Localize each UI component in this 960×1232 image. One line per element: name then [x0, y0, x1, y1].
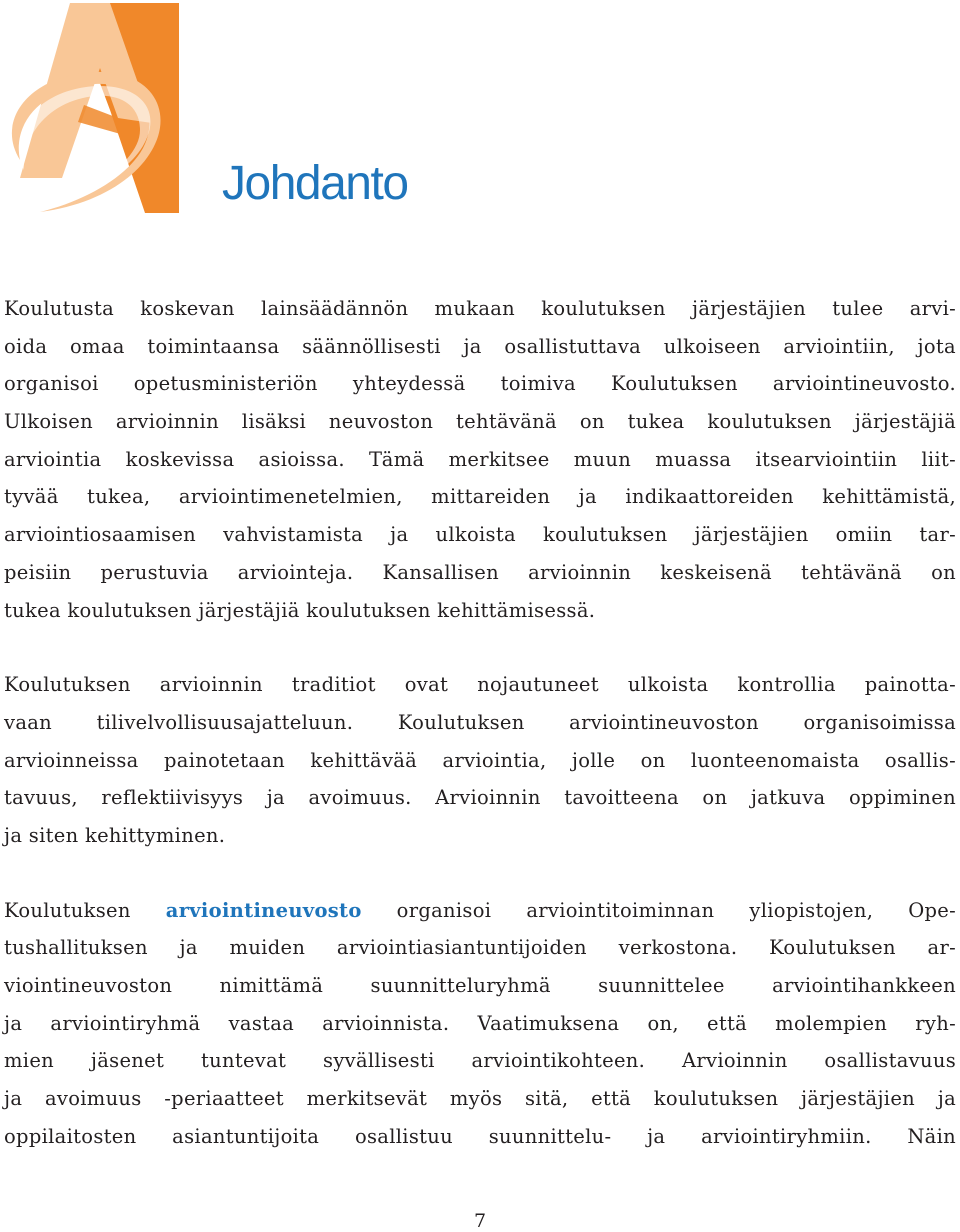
text-line: tyvää tukea, arviointimenetelmien, mittareiden ja indikaattoreiden kehittämistä,: [4, 485, 956, 509]
text-line: oida omaa toimintaansa säännöllisesti ja osallistuttava ulkoiseen arviointiin, jota: [4, 334, 956, 358]
paragraph-3: [4, 892, 956, 1156]
text-line: Ulkoisen arvioinnin lisäksi neuvoston tehtävänä on tukea koulutuksen järjestäjiä: [4, 410, 956, 434]
text-fragment: Koulutuksen: [4, 898, 131, 922]
text-line: arviointiosaamisen vahvistamista ja ulkoista koulutuksen järjestäjien omiin tar-: [4, 523, 956, 547]
text-line: [4, 892, 956, 930]
text-line: Koulutuksen arvioinnin traditiot ovat nojautuneet ulkoista kontrollia painotta-: [4, 673, 956, 697]
text-line: Koulutusta koskevan lainsäädännön mukaan koulutuksen järjestäjien tulee arvi-: [4, 297, 956, 320]
text-fragment: organisoi arviointitoiminnan yliopistojen, Ope-: [396, 898, 957, 922]
arviointineuvosto-link[interactable]: arviointineuvosto: [165, 898, 362, 922]
page-number: 7: [473, 1210, 487, 1232]
orange-letter-a-logo: [0, 0, 182, 218]
text-line: organisoi opetusministeriön yhteydessä toimiva Koulutuksen arviointineuvosto.: [4, 372, 956, 396]
text-line: vaan tilivelvollisuusajatteluun. Koulutuksen arviointineuvoston organisoimissa: [4, 710, 956, 734]
text-line: tavuus, reflektiivisyys ja avoimuus. Arvioinnin tavoitteena on jatkuva oppiminen: [4, 786, 956, 810]
text-line: tushallituksen ja muiden arviointiasiantuntijoiden verkostona. Koulutuksen ar-: [4, 936, 956, 960]
text-line: ja arviointiryhmä vastaa arvioinnista. Vaatimuksena on, että molempien ryh-: [4, 1011, 956, 1035]
text-line: arvioinneissa painotetaan kehittävää arviointia, jolle on luonteenomaista osallis-: [4, 748, 956, 772]
paragraph-2: [4, 666, 956, 854]
text-line: tukea koulutuksen järjestäjiä koulutuksen kehittämisessä.: [4, 598, 596, 622]
text-line: viointineuvoston nimittämä suunnitteluryhmä suunnittelee arviointihankkeen: [4, 974, 956, 997]
text-line: mien jäsenet tuntevat syvällisesti arviointikohteen. Arvioinnin osallistavuus: [4, 1049, 956, 1073]
paragraph-1: [4, 290, 956, 629]
text-line: peisiin perustuvia arviointeja. Kansallisen arvioinnin keskeisenä tehtävänä on: [4, 560, 956, 584]
text-line: arviointia koskevissa asioissa. Tämä merkitsee muun muassa itsearviointiin liit-: [4, 447, 956, 471]
text-line: ja siten kehittyminen.: [4, 823, 226, 847]
body-text: [4, 290, 956, 1155]
text-line: oppilaitosten asiantuntijoita osallistuu suunnittelu- ja arviointiryhmiin. Näin: [4, 1124, 956, 1148]
text-line: ja avoimuus -periaatteet merkitsevät myös sitä, että koulutuksen järjestäjien ja: [4, 1087, 956, 1111]
page-title: Johdanto: [222, 157, 408, 210]
